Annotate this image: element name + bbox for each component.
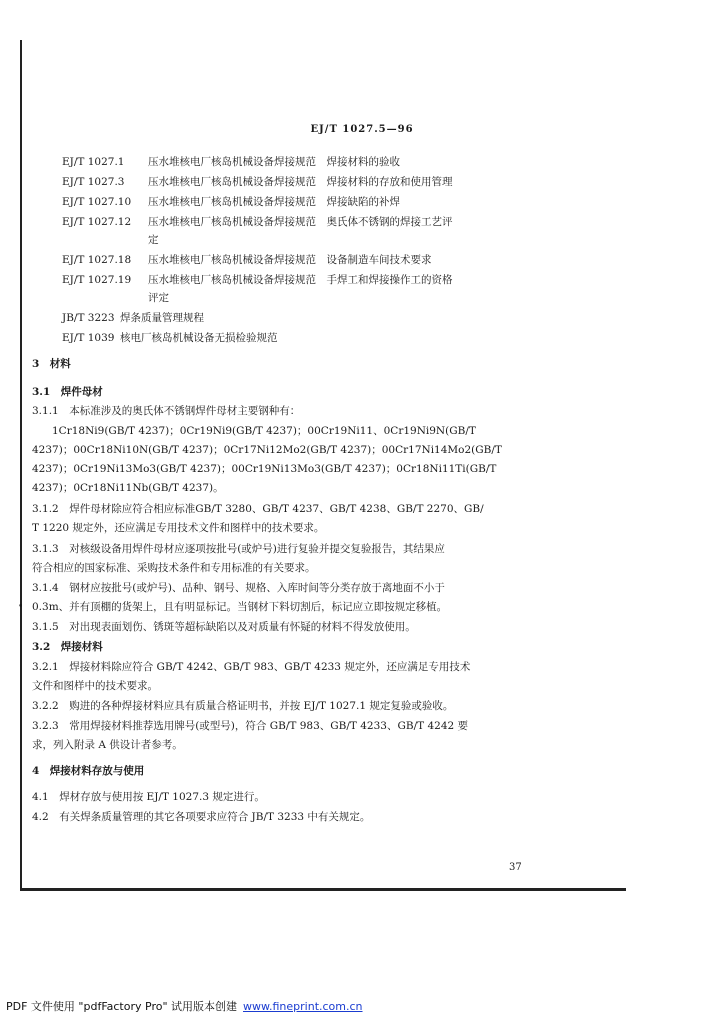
- footer-link[interactable]: www.fineprint.com.cn: [243, 1000, 363, 1013]
- pdf-footer: [6, 998, 363, 1014]
- paragraph-line: 4237)；00Cr18Ni10N(GB/T 4237)；0Cr17Ni12Mo2(GB/T 4237)；00Cr17Ni14Mo2(GB/T: [32, 444, 502, 456]
- reference-item: EJ/T 1027.3 压水堆核电厂核岛机械设备焊接规范 焊接材料的存放和使用管理: [62, 176, 453, 188]
- paragraph-line: 4.2 有关焊条质量管理的其它各项要求应符合 JB/T 3233 中有关规定。: [32, 811, 371, 823]
- paragraph-line: 1Cr18Ni9(GB/T 4237)；0Cr19Ni9(GB/T 4237)；00Cr19Ni11、0Cr19Ni9N(GB/T: [52, 425, 476, 437]
- paragraph-line: 3.1.3 对核级设备用焊件母材应逐项按批号(或炉号)进行复验并提交复验报告，其结果应: [32, 543, 445, 555]
- paragraph-line: 文件和图样中的技术要求。: [32, 680, 158, 692]
- paragraph-line: 3.1.5 对出现表面划伤、锈斑等超标缺陷以及对质量有怀疑的材料不得发放使用。: [32, 621, 416, 633]
- scan-speck: •: [18, 602, 24, 612]
- reference-item-cont: 定: [148, 234, 159, 246]
- reference-item: EJ/T 1027.18 压水堆核电厂核岛机械设备焊接规范 设备制造车间技术要求: [62, 254, 432, 266]
- subsection-heading: 3.1 焊件母材: [32, 386, 103, 398]
- paragraph-line: 4237)；0Cr18Ni11Nb(GB/T 4237)。: [32, 482, 224, 494]
- reference-item: EJ/T 1039 核电厂核岛机械设备无损检验规范: [62, 332, 278, 344]
- left-margin-rule: [20, 40, 22, 890]
- section-heading: 3 材料: [32, 358, 71, 370]
- bottom-rule: [20, 888, 626, 891]
- paragraph-line: 4237)；0Cr19Ni13Mo3(GB/T 4237)；00Cr19Ni13Mo3(GB/T 4237)；0Cr18Ni11Ti(GB/T: [32, 463, 497, 475]
- reference-item: EJ/T 1027.1 压水堆核电厂核岛机械设备焊接规范 焊接材料的验收: [62, 156, 400, 168]
- page-number: 37: [509, 862, 522, 873]
- paragraph-line: T 1220 规定外，还应满足专用技术文件和图样中的技术要求。: [32, 522, 325, 534]
- reference-item: EJ/T 1027.10 压水堆核电厂核岛机械设备焊接规范 焊接缺陷的补焊: [62, 196, 400, 208]
- paragraph-line: 3.2.2 购进的各种焊接材料应具有质量合格证明书，并按 EJ/T 1027.1 规定复验或验收。: [32, 700, 454, 712]
- footer-text: PDF 文件使用 "pdfFactory Pro" 试用版本创建: [6, 1000, 238, 1013]
- reference-item-cont: 评定: [148, 292, 169, 304]
- paragraph-line: 求，列入附录 A 供设计者参考。: [32, 739, 183, 751]
- reference-item: EJ/T 1027.19 压水堆核电厂核岛机械设备焊接规范 手焊工和焊接操作工的资格: [62, 274, 453, 286]
- reference-item: JB/T 3223 焊条质量管理规程: [62, 312, 204, 324]
- paragraph-line: 3.1.1 本标准涉及的奥氏体不锈钢焊件母材主要钢种有：: [32, 405, 301, 417]
- paragraph-line: 4.1 焊材存放与使用按 EJ/T 1027.3 规定进行。: [32, 791, 265, 803]
- paragraph-line: 0.3m、并有顶棚的货架上，且有明显标记。当钢材下料切割后，标记应立即按规定移植。: [32, 601, 448, 613]
- subsection-heading: 3.2 焊接材料: [32, 641, 103, 653]
- paragraph-line: 符合相应的国家标准、采购技术条件和专用标准的有关要求。: [32, 562, 316, 574]
- paragraph-line: 3.1.4 钢材应按批号(或炉号)、品种、钢号、规格、入库时间等分类存放于离地面不小于: [32, 582, 445, 594]
- section-heading: 4 焊接材料存放与使用: [32, 765, 145, 777]
- page-header: EJ/T 1027.5—96: [310, 124, 414, 135]
- reference-item: EJ/T 1027.12 压水堆核电厂核岛机械设备焊接规范 奥氏体不锈钢的焊接工艺评: [62, 216, 453, 228]
- paragraph-line: 3.2.3 常用焊接材料推荐选用牌号(或型号)，符合 GB/T 983、GB/T 4233、GB/T 4242 要: [32, 720, 469, 732]
- paragraph-line: 3.1.2 焊件母材除应符合相应标准GB/T 3280、GB/T 4237、GB/T 4238、GB/T 2270、GB/: [32, 503, 484, 515]
- paragraph-line: 3.2.1 焊接材料除应符合 GB/T 4242、GB/T 983、GB/T 4233 规定外，还应满足专用技术: [32, 661, 471, 673]
